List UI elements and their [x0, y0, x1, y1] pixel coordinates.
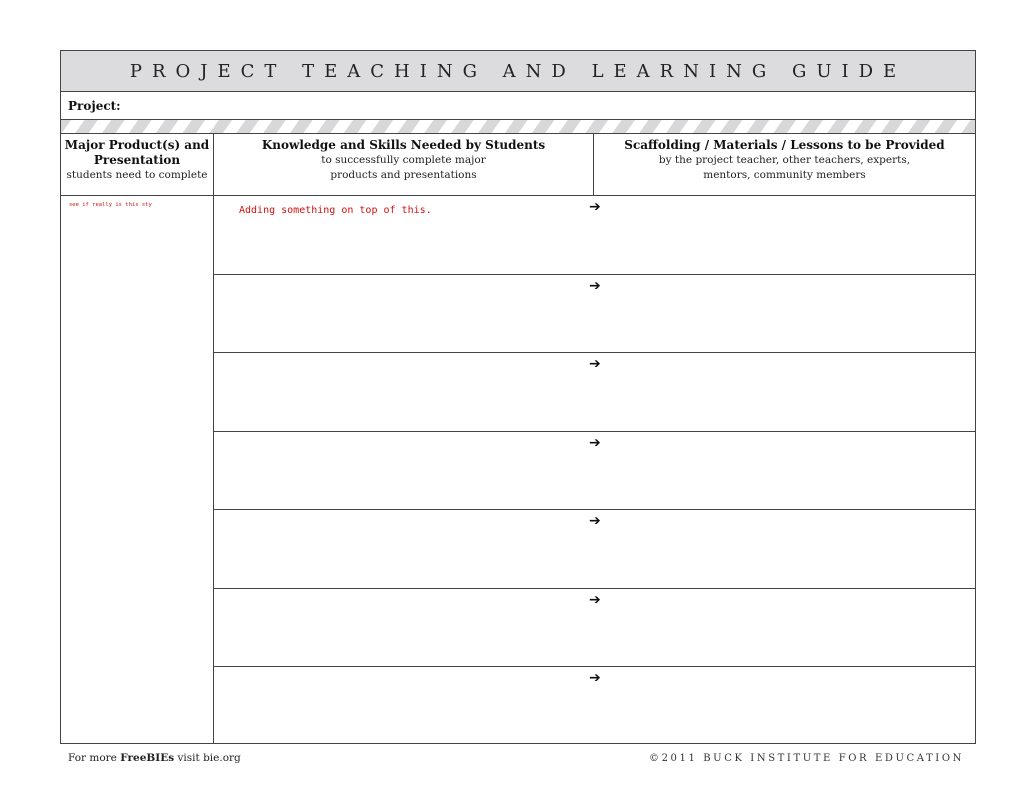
column-header-scaffolding-title: Scaffolding / Materials / Lessons to be Provided [624, 138, 945, 152]
table-row[interactable] [214, 196, 975, 275]
right-arrow-icon: ➔ [589, 435, 601, 451]
footer-site-link[interactable]: bie.org [203, 752, 241, 764]
column-header-products-title: Major Product(s) and Presentation [64, 138, 210, 167]
column-header-scaffolding-subtitle-1: by the project teacher, other teachers, experts, [658, 154, 911, 166]
page-title: PROJECT TEACHING AND LEARNING GUIDE [129, 60, 907, 82]
table-row[interactable] [214, 353, 975, 432]
skills-scaffolding-rows [214, 196, 975, 743]
right-arrow-icon: ➔ [589, 199, 601, 215]
right-arrow-icon: ➔ [589, 278, 601, 294]
footer-prefix: For more [68, 752, 117, 764]
column-header-knowledge [214, 134, 594, 195]
column-header-scaffolding [594, 134, 975, 195]
products-cell[interactable] [61, 196, 214, 743]
table-row[interactable] [214, 432, 975, 510]
column-header-products [61, 134, 214, 195]
footer-copyright: ©2011 BUCK INSTITUTE FOR EDUCATION [648, 753, 964, 764]
title-bar [61, 51, 975, 92]
column-header-knowledge-subtitle-1: to successfully complete major [321, 154, 486, 166]
right-arrow-icon: ➔ [589, 592, 601, 608]
column-header-knowledge-subtitle-2: products and presentations [330, 169, 477, 181]
table-row[interactable] [214, 667, 975, 743]
project-label: Project: [68, 98, 121, 113]
footer-promo [68, 752, 241, 764]
column-header-products-subtitle: students need to complete [66, 169, 208, 181]
footer-brand: FreeBIEs [120, 752, 175, 764]
right-arrow-icon: ➔ [589, 513, 601, 529]
footer-visit: visit [177, 752, 200, 764]
planning-form [60, 50, 976, 744]
table-row[interactable] [214, 510, 975, 589]
products-annotation: see if really is this sty [69, 202, 152, 208]
decorative-stripe-band [61, 120, 975, 134]
project-field[interactable] [61, 92, 975, 120]
table-row[interactable] [214, 275, 975, 353]
column-header-row [61, 134, 975, 196]
column-header-knowledge-title: Knowledge and Skills Needed by Students [261, 138, 546, 152]
column-header-scaffolding-subtitle-2: mentors, community members [703, 169, 866, 181]
table-row[interactable] [214, 589, 975, 667]
right-arrow-icon: ➔ [589, 356, 601, 372]
row-annotation: Adding something on top of this. [239, 205, 432, 216]
right-arrow-icon: ➔ [589, 670, 601, 686]
